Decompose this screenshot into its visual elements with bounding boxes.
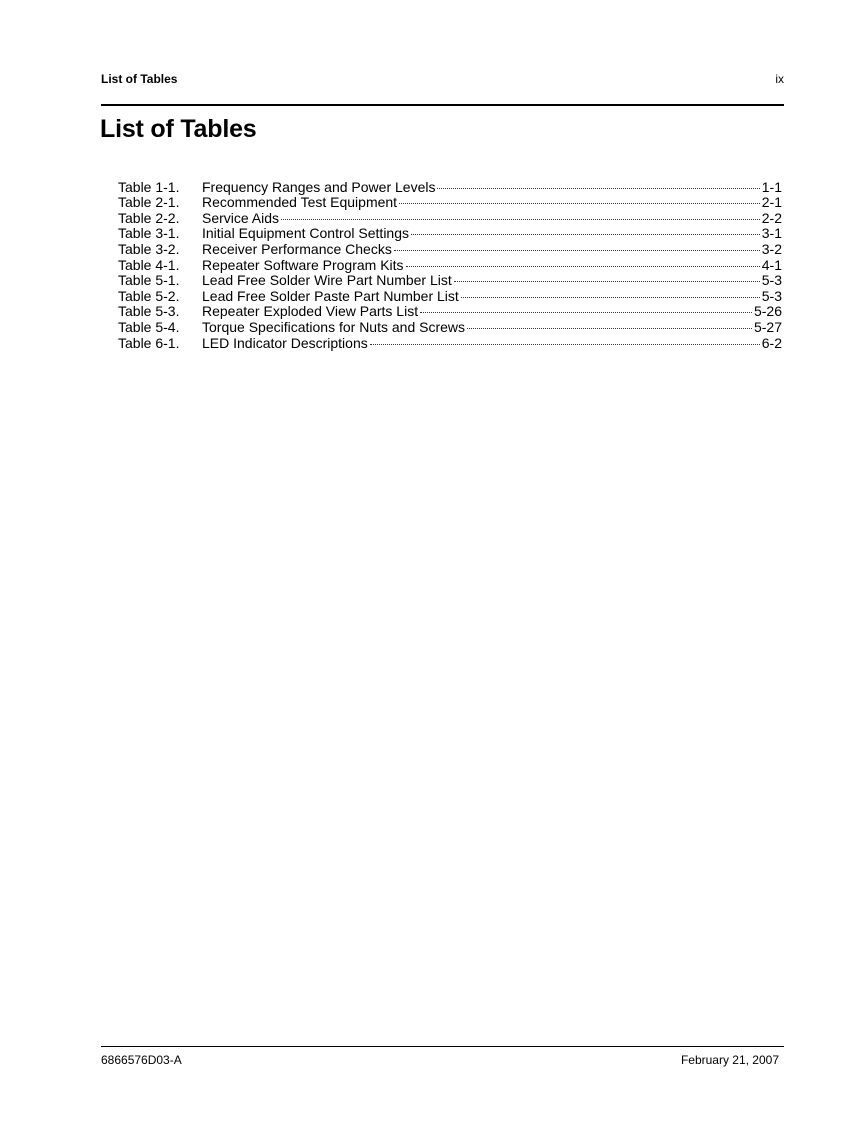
page-title: List of Tables: [100, 115, 257, 143]
publication-date: February 21, 2007: [680, 1053, 779, 1067]
table-title-link[interactable]: Frequency Ranges and Power Levels: [202, 178, 436, 195]
table-title-link[interactable]: Service Aids: [202, 209, 280, 226]
list-item[interactable]: [118, 176, 782, 195]
list-item[interactable]: [118, 254, 782, 273]
dot-leader: [437, 176, 759, 192]
table-number: Table 3-1.: [118, 225, 180, 242]
footer-divider: [101, 1046, 784, 1047]
table-number: Table 1-1.: [118, 178, 180, 195]
table-number: Table 5-4.: [118, 318, 180, 335]
table-title-link[interactable]: Lead Free Solder Wire Part Number List: [202, 272, 452, 289]
list-item[interactable]: [118, 316, 782, 335]
table-page-reference[interactable]: 3-1: [761, 225, 782, 242]
list-item[interactable]: [118, 301, 782, 320]
table-page-reference[interactable]: 4-1: [761, 256, 782, 273]
list-item[interactable]: [118, 270, 782, 289]
table-page-reference[interactable]: 5-26: [753, 303, 782, 320]
table-number: Table 6-1.: [118, 334, 180, 351]
table-title-link[interactable]: Initial Equipment Control Settings: [202, 225, 409, 242]
table-title-link[interactable]: Lead Free Solder Paste Part Number List: [202, 287, 459, 304]
list-item[interactable]: [118, 332, 782, 351]
table-title-link[interactable]: Recommended Test Equipment: [202, 194, 398, 211]
table-number: Table 4-1.: [118, 256, 180, 273]
table-number: Table 2-2.: [118, 209, 180, 226]
table-page-reference[interactable]: 2-1: [761, 194, 782, 211]
table-title-link[interactable]: Torque Specifications for Nuts and Screws: [202, 318, 466, 335]
dot-leader: [281, 207, 760, 223]
dot-leader: [406, 254, 760, 270]
running-header-title: List of Tables: [101, 72, 178, 86]
table-page-reference[interactable]: 6-2: [761, 334, 782, 351]
dot-leader: [394, 238, 760, 254]
list-item[interactable]: [118, 238, 782, 257]
table-number: Table 2-1.: [118, 194, 180, 211]
list-item[interactable]: [118, 223, 782, 242]
table-page-reference[interactable]: 5-27: [753, 318, 782, 335]
table-page-reference[interactable]: 1-1: [761, 178, 782, 195]
table-page-reference[interactable]: 5-3: [761, 287, 782, 304]
document-number: 6866576D03-A: [101, 1053, 182, 1067]
table-page-reference[interactable]: 2-2: [761, 209, 782, 226]
dot-leader: [461, 285, 760, 301]
dot-leader: [467, 316, 752, 332]
page-header: [101, 71, 784, 87]
table-title-link[interactable]: LED Indicator Descriptions: [202, 334, 368, 351]
header-divider: [101, 104, 784, 106]
list-item[interactable]: [118, 192, 782, 211]
table-title-link[interactable]: Repeater Exploded View Parts List: [202, 303, 419, 320]
dot-leader: [420, 301, 752, 317]
dot-leader: [399, 192, 760, 208]
list-item[interactable]: [118, 207, 782, 226]
table-number: Table 5-1.: [118, 272, 180, 289]
table-number: Table 3-2.: [118, 240, 180, 257]
table-title-link[interactable]: Receiver Performance Checks: [202, 240, 392, 257]
table-page-reference[interactable]: 3-2: [761, 240, 782, 257]
list-item[interactable]: [118, 285, 782, 304]
table-number: Table 5-3.: [118, 303, 180, 320]
dot-leader: [411, 223, 760, 239]
table-page-reference[interactable]: 5-3: [761, 272, 782, 289]
table-number: Table 5-2.: [118, 287, 180, 304]
table-list: [118, 176, 782, 351]
table-title-link[interactable]: Repeater Software Program Kits: [202, 256, 404, 273]
dot-leader: [454, 270, 760, 286]
dot-leader: [370, 332, 760, 348]
page-number: ix: [775, 72, 784, 86]
